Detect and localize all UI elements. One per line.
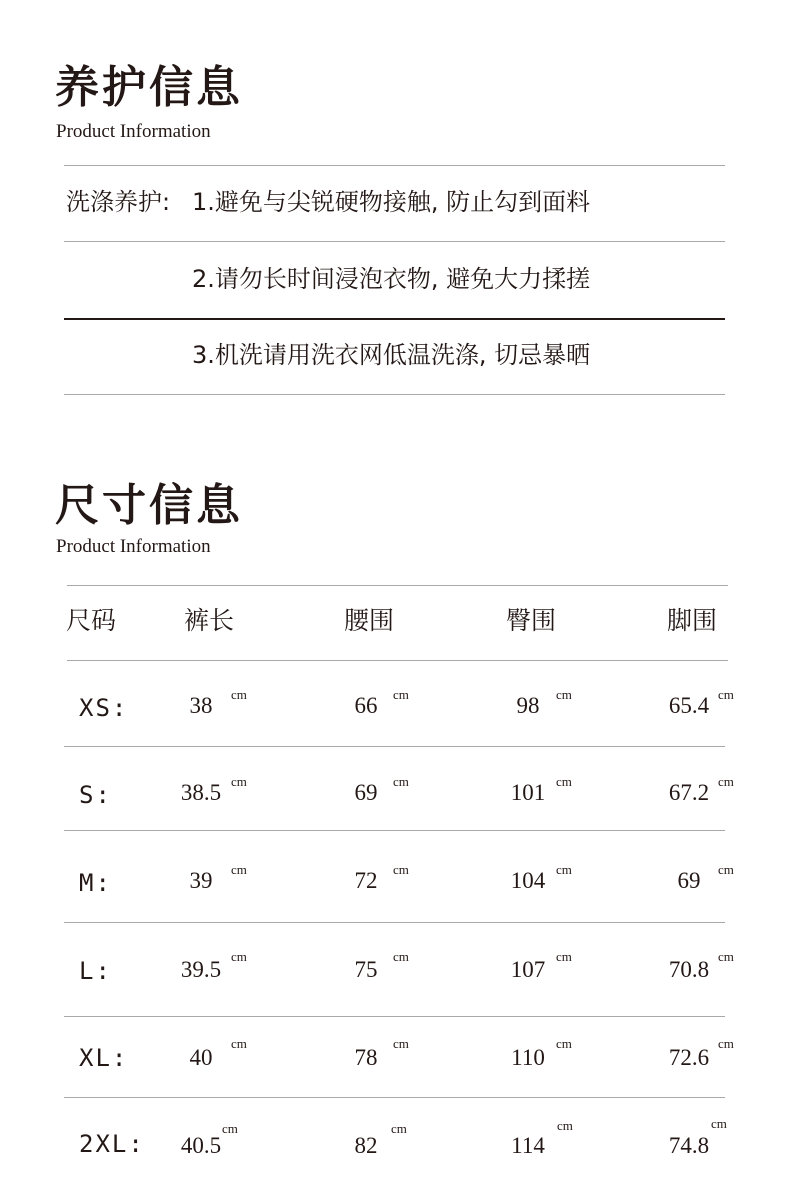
divider — [64, 318, 725, 320]
unit-label: cm — [557, 1118, 573, 1133]
length-value: 39.5 — [180, 957, 222, 982]
header-waist: 腰围 — [344, 606, 395, 635]
table-top-border — [67, 585, 728, 586]
header-leg: 脚围 — [667, 606, 718, 635]
unit-label: cm — [231, 949, 247, 964]
hip-value: 104 — [510, 868, 546, 893]
leg-value: 67.2 — [668, 780, 710, 805]
size-label: 2XL: — [79, 1130, 145, 1158]
waist-value: 82 — [354, 1133, 378, 1158]
leg-value: 72.6 — [668, 1045, 710, 1070]
header-length: 裤长 — [184, 606, 235, 635]
unit-label: cm — [718, 687, 734, 702]
size-title: 尺寸信息 — [55, 480, 243, 531]
unit-label: cm — [556, 687, 572, 702]
table-row — [0, 660, 790, 746]
unit-label: cm — [556, 862, 572, 877]
header-size: 尺码 — [66, 606, 117, 635]
hip-value: 110 — [511, 1045, 545, 1070]
unit-label: cm — [556, 774, 572, 789]
hip-value: 101 — [510, 780, 546, 805]
unit-label: cm — [393, 687, 409, 702]
size-label: XL: — [79, 1044, 129, 1072]
unit-label: cm — [231, 774, 247, 789]
waist-value: 72 — [354, 868, 378, 893]
care-subtitle: Product Information — [56, 121, 211, 142]
unit-label: cm — [391, 1121, 407, 1136]
size-label: XS: — [79, 694, 129, 722]
unit-label: cm — [718, 949, 734, 964]
divider — [64, 165, 725, 166]
length-value: 40.5 — [180, 1133, 222, 1158]
unit-label: cm — [718, 862, 734, 877]
care-title: 养护信息 — [55, 62, 243, 113]
unit-label: cm — [556, 949, 572, 964]
hip-value: 98 — [516, 693, 540, 718]
table-row — [0, 1097, 790, 1200]
table-row — [0, 922, 790, 1016]
unit-label: cm — [231, 862, 247, 877]
unit-label: cm — [711, 1116, 727, 1131]
unit-label: cm — [718, 774, 734, 789]
divider — [64, 241, 725, 242]
unit-label: cm — [556, 1036, 572, 1051]
size-label: M: — [79, 869, 112, 897]
size-subtitle: Product Information — [56, 536, 211, 557]
leg-value: 70.8 — [668, 957, 710, 982]
unit-label: cm — [231, 687, 247, 702]
care-item-2: 2.请勿长时间浸泡衣物, 避免大力揉搓 — [192, 265, 591, 293]
waist-value: 78 — [354, 1045, 378, 1070]
header-hip: 臀围 — [506, 606, 557, 635]
table-row — [0, 830, 790, 922]
care-item-1: 1.避免与尖锐硬物接触, 防止勾到面料 — [192, 188, 591, 216]
unit-label: cm — [393, 774, 409, 789]
length-value: 38 — [189, 693, 213, 718]
length-value: 38.5 — [180, 780, 222, 805]
waist-value: 69 — [354, 780, 378, 805]
care-item-3: 3.机洗请用洗衣网低温洗涤, 切忌暴晒 — [192, 341, 591, 369]
table-row — [0, 1016, 790, 1097]
hip-value: 114 — [511, 1133, 545, 1158]
unit-label: cm — [222, 1121, 238, 1136]
care-label: 洗涤养护: — [66, 188, 171, 216]
waist-value: 75 — [354, 957, 378, 982]
length-value: 39 — [189, 868, 213, 893]
unit-label: cm — [718, 1036, 734, 1051]
unit-label: cm — [231, 1036, 247, 1051]
divider — [64, 394, 725, 395]
leg-value: 69 — [677, 868, 701, 893]
unit-label: cm — [393, 949, 409, 964]
unit-label: cm — [393, 1036, 409, 1051]
table-row — [0, 746, 790, 830]
unit-label: cm — [393, 862, 409, 877]
length-value: 40 — [189, 1045, 213, 1070]
size-label: S: — [79, 781, 112, 809]
size-label: L: — [79, 957, 112, 985]
leg-value: 74.8 — [668, 1133, 710, 1158]
hip-value: 107 — [510, 957, 546, 982]
leg-value: 65.4 — [668, 693, 710, 718]
waist-value: 66 — [354, 693, 378, 718]
